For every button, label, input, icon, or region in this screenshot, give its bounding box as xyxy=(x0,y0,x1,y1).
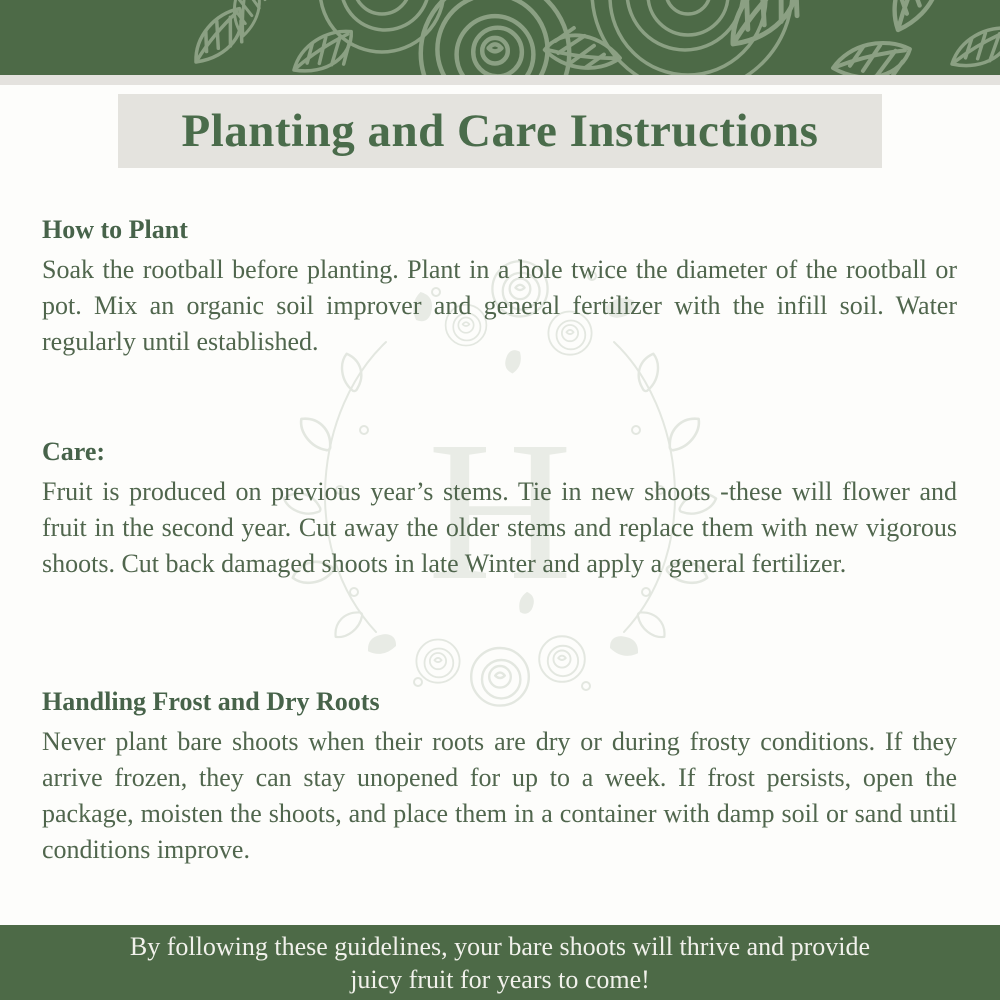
section-heading-handling-frost: Handling Frost and Dry Roots xyxy=(42,687,380,716)
footer-line-1: By following these guidelines, your bare shoots will thrive and provide xyxy=(129,931,871,961)
section-body-care: Fruit is produced on previous year’s stems. Tie in new shoots -these will flower and fruit in the second year. Cut away the older stems and replace them with new vigorous shoots. Cut back damaged shoots in late Winter and apply a general fertilizer. xyxy=(42,477,957,578)
monogram-letter: H xyxy=(427,401,573,622)
section-how-to-plant xyxy=(42,214,957,360)
section-handling-frost xyxy=(42,686,957,868)
footer-line-2: juicy fruit for years to come! xyxy=(350,964,650,994)
section-heading-care: Care: xyxy=(42,437,106,466)
section-care xyxy=(42,436,957,582)
section-heading-how-to-plant: How to Plant xyxy=(42,215,188,244)
page-title: Planting and Care Instructions xyxy=(181,105,819,157)
section-body-handling-frost: Never plant bare shoots when their roots are dry or during frosty conditions. If they arrive frozen, they can stay unopened for up to a week. If frost persists, open the package, moisten the shoots, and place them in a container with damp soil or sand until conditions improve. xyxy=(42,727,957,864)
section-body-how-to-plant: Soak the rootball before planting. Plant in a hole twice the diameter of the rootball or pot. Mix an organic soil improver and general fertilizer with the infill soil. Water regularly until established. xyxy=(42,255,957,356)
